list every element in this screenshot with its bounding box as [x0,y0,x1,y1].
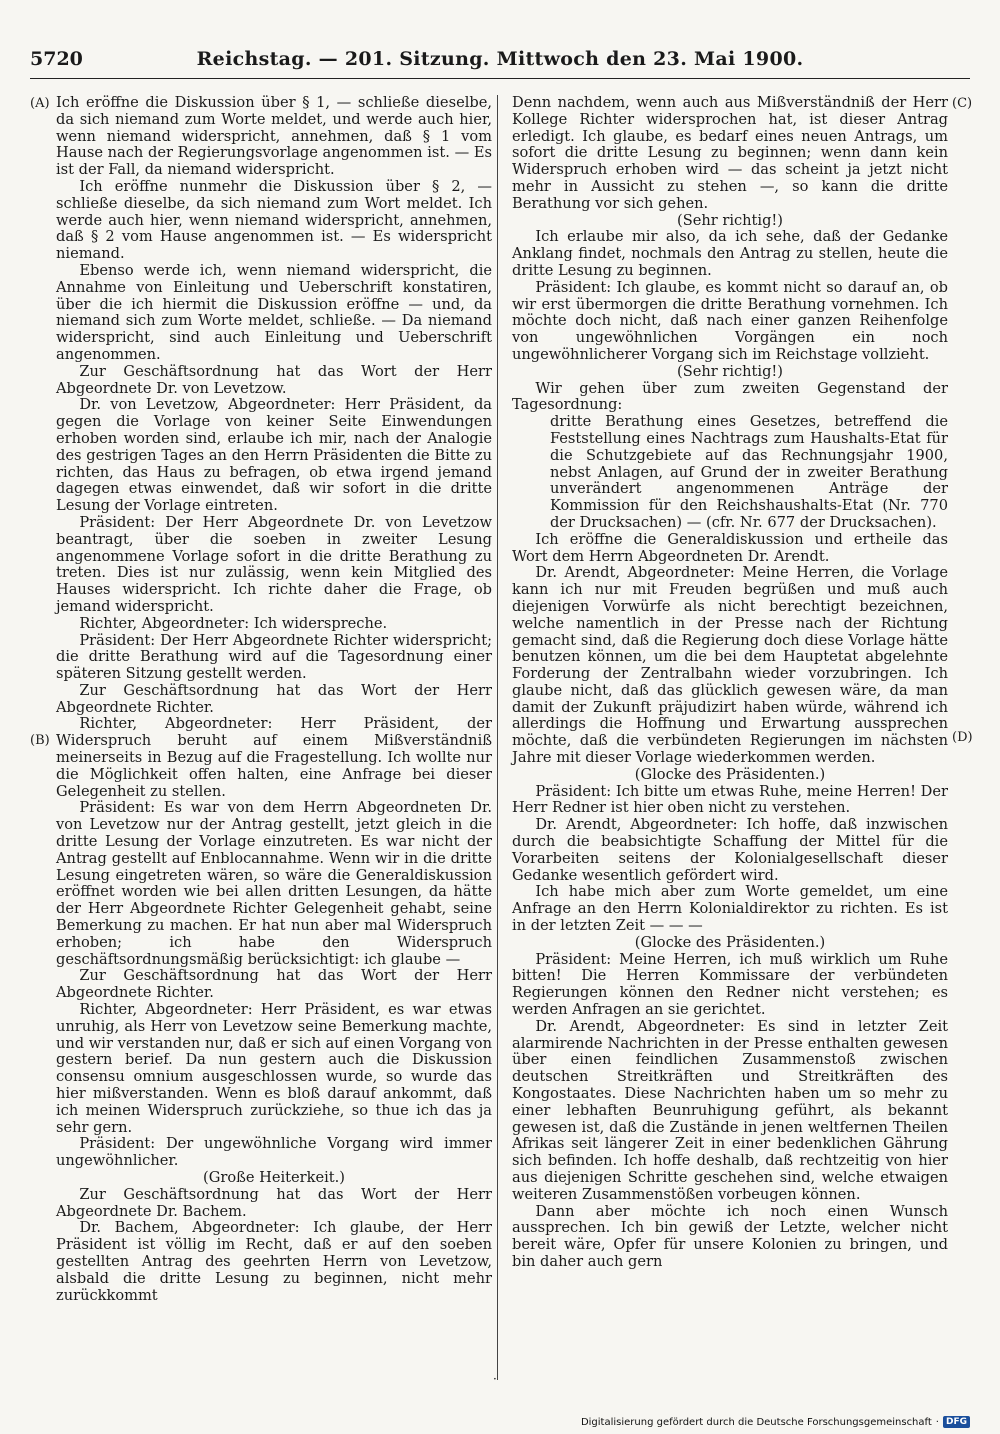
page-number: 5720 [30,48,83,70]
paragraph: Präsident: Es war von dem Herrn Abgeordneten Dr. von Levetzow nur der Antrag gestellt, jetzt gleich in die dritte Lesung der Vorlage einzutreten. Es war nicht der Antrag gestellt auf Enblocannahme. Wenn wir in die dritte Lesung eingetreten wären, so wäre die Generaldiskussion eröffnet worden wie bei allen dritten Lesungen, da hätte der Herr Abgeordnete Richter Gelegenheit gehabt, seine Bemerkung zu machen. Er hat nun aber mal Widerspruch erhoben; ich habe den Widerspruch geschäftsordnungsmäßig berücksichtigt: ich glaube — [56,799,492,968]
paragraph: Dr. von Levetzow, Abgeordneter: Herr Präsident, da gegen die Vorlage von keiner Seite Einwendungen erhoben worden sind, erlaube ich mir, nach der Analogie des gestrigen Tages an den Herrn Präsidenten die Bitte zu richten, das Haus zu befragen, ob etwa irgend jemand dagegen etwas einwendet, daß wir sofort in die dritte Lesung der Vorlage eintreten. [56,396,492,515]
interjection: (Große Heiterkeit.) [203,1169,345,1186]
margin-mark-a: (A) [30,96,50,111]
footer: Digitalisierung gefördert durch die Deutsche Forschungsgemeinschaft · DFG [581,1416,970,1428]
paragraph: Zur Geschäftsordnung hat das Wort der Herr Abgeordnete Richter. [56,967,492,1002]
paragraph: Dr. Arendt, Abgeordneter: Ich hoffe, daß inzwischen durch die beabsichtigte Schaffung der Mittel für die Vorarbeiten seitens der Kolonialgesellschaft dieser Gedanke wesentlich gefördert wird. [512,816,948,884]
interjection: (Sehr richtig!) [677,362,783,380]
paragraph: Wir gehen über zum zweiten Gegenstand der Tagesordnung: [512,379,948,414]
paragraph: Präsident: Ich glaube, es kommt nicht so darauf an, ob wir erst übermorgen die dritte Berathung vornehmen. Ich möchte doch nicht, daß nach einer ganzen Reihenfolge von ungewöhnlichen Vorgängen ein noch ungewöhnlicherer Vorgang sich im Reichstage vollzieht. [512,278,948,363]
paragraph: Richter, Abgeordneter: Ich widerspreche. [79,614,388,632]
dfg-logo: DFG [943,1416,970,1428]
interjection: (Glocke des Präsidenten.) [634,765,826,783]
paragraph: Richter, Abgeordneter: Herr Präsident, der Widerspruch beruht auf einem Mißverständniß meinerseits in Bezug auf die Fragestellung. Ich wollte nur die Möglichkeit offen halten, eine Anfrage bei dieser Gelegenheit zu stellen. [56,715,492,800]
interjection: (Sehr richtig!) [677,211,783,229]
paragraph: Dr. Bachem, Abgeordneter: Ich glaube, der Herr Präsident ist völlig im Recht, daß er auf den soeben gestellten Antrag des geehrten Herrn von Levetzow, alsbald die dritte Lesung zu beginnen, nicht mehr zurückkommt [56,1219,492,1304]
paragraph: Ich eröffne die Generaldiskussion und ertheile das Wort dem Herrn Abgeordneten Dr. Arendt. [512,530,948,565]
paragraph: Präsident: Ich bitte um etwas Ruhe, meine Herren! Der Herr Redner ist hier oben nicht zu verstehen. [512,782,948,817]
header-rule [30,78,970,79]
column-divider [497,95,498,1380]
paragraph: Ich habe mich aber zum Worte gemeldet, um eine Anfrage an den Herrn Kolonialdirektor zu richten. Es ist in der letzten Zeit — — — [512,883,948,935]
paragraph: Ebenso werde ich, wenn niemand widerspricht, die Annahme von Einleitung und Ueberschrift konstatiren, über die ich hiermit die Diskussion eröffne — und, da niemand sich zum Worte meldet, schließe. — Da niemand widerspricht, sind auch Einleitung und Ueberschrift angenommen. [56,261,492,363]
margin-mark-b: (B) [30,733,50,748]
margin-mark-c: (C) [952,96,973,111]
margin-mark-d: (D) [952,730,973,745]
paragraph: Ich eröffne die Diskussion über § 1, — schließe dieselbe, da sich niemand zum Worte meldet, und werde auch hier, wenn niemand widerspricht, annehmen, daß § 1 vom Hause nach der Regierungsvorlage angenommen ist. — Es ist der Fall, da niemand widerspricht. [56,94,492,179]
column-end-dot: · [493,1372,497,1386]
paragraph: Präsident: Der ungewöhnliche Vorgang wird immer ungewöhnlicher. [56,1135,492,1170]
page-header [30,48,970,74]
paragraph: Dann aber möchte ich noch einen Wunsch aussprechen. Ich bin gewiß der Letzte, welcher nicht bereit wäre, Opfer für unsere Kolonien zu bringen, und bin daher auch gern [512,1202,948,1270]
paragraph: Zur Geschäftsordnung hat das Wort der Herr Abgeordnete Dr. Bachem. [56,1185,492,1220]
interjection: (Glocke des Präsidenten.) [634,933,826,951]
paragraph: Ich erlaube mir also, da ich sehe, daß der Gedanke Anklang findet, nochmals den Antrag zu stellen, heute die dritte Lesung zu beginnen. [512,228,948,279]
left-column [56,95,492,1304]
paragraph: Zur Geschäftsordnung hat das Wort der Herr Abgeordnete Dr. von Levetzow. [56,362,492,397]
running-title: Reichstag. — 201. Sitzung. Mittwoch den 23. Mai 1900. [196,48,804,70]
paragraph: Zur Geschäftsordnung hat das Wort der Herr Abgeordnete Richter. [56,681,492,716]
agenda-item: dritte Berathung eines Gesetzes, betreffend die Feststellung eines Nachtrags zum Haushalts-Etat für die Schutzgebiete auf das Rechnungsjahr 1900, nebst Anlagen, auf Grund der in zweiter Berathung unverändert angenommenen Anträge der Kommission für den Reichshaushalts-Etat (Nr. 770 der Drucksachen) — (cfr. Nr. 677 der Drucksachen). [549,413,948,531]
paragraph: Präsident: Meine Herren, ich muß wirklich um Ruhe bitten! Die Herren Kommissare der verbündeten Regierungen können den Redner nicht verstehen; es werden Anfragen an sie gerichtet. [512,950,948,1019]
right-column [512,95,948,1271]
paragraph: Denn nachdem, wenn auch aus Mißverständniß der Herr Kollege Richter widersprochen hat, ist dieser Antrag erledigt. Ich glaube, es bedarf eines neuen Antrags, um sofort die dritte Lesung zu beginnen; wenn dann kein Widerspruch erhoben wird — das scheint ja jetzt nicht mehr in Aussicht zu stehen —, so kann die dritte Berathung vor sich gehen. [512,94,948,212]
paragraph: Präsident: Der Herr Abgeordnete Dr. von Levetzow beantragt, über die soeben in zweiter Lesung angenommene Vorlage sofort in die dritte Berathung zu treten. Dies ist nur zulässig, wenn kein Mitglied des Hauses widerspricht. Ich richte daher die Frage, ob jemand widerspricht. [56,513,492,615]
paragraph: Dr. Arendt, Abgeordneter: Meine Herren, die Vorlage kann ich nur mit Freuden begrüßen und muß auch diejenigen Vorwürfe als nicht berechtigt bezeichnen, welche namentlich in der Presse nach der Richtung gemacht sind, daß die Regierung doch diese Vorlage hätte benutzen können, um die bei dem Hauptetat abgelehnte Forderung der Zentralbahn wieder vorzubringen. Ich glaube nicht, daß das glücklich gewesen wäre, da man damit der Zukunft präjudizirt haben würde, während ich allerdings die Hoffnung und Erwartung aussprechen möchte, daß die verbündeten Regierungen im nächsten Jahre mit dieser Vorlage wiederkommen werden. [512,564,948,767]
footer-text: Digitalisierung gefördert durch die Deutsche Forschungsgemeinschaft [580,1416,932,1428]
paragraph: Präsident: Der Herr Abgeordnete Richter widerspricht; die dritte Berathung wird auf die Tagesordnung einer späteren Sitzung gestellt werden. [56,631,492,683]
paragraph: Ich eröffne nunmehr die Diskussion über § 2, — schließe dieselbe, da sich niemand zum Wort meldet. Ich werde auch hier, wenn niemand widerspricht, annehmen, daß § 2 vom Hause angenommen ist. — Es widerspricht niemand. [56,177,492,263]
paragraph: Dr. Arendt, Abgeordneter: Es sind in letzter Zeit alarmirende Nachrichten in der Presse enthalten gewesen über einen feindlichen Zusammenstoß zwischen deutschen Streitkräften und Streitkräften des Kongostaates. Diese Nachrichten haben um so mehr zu einer lebhaften Beunruhigung geführt, als bekannt gewesen ist, daß die Zustände in jenen weltfernen Theilen Afrikas seit längerer Zeit in einer bedenklichen Gährung sich befinden. Ich hoffe deshalb, daß rechtzeitig von hier aus diejenigen Schritte geschehen sind, welche etwaigen weiteren Zusammenstößen vorbeugen können. [512,1017,948,1203]
paragraph: Richter, Abgeordneter: Herr Präsident, es war etwas unruhig, als Herr von Levetzow seine Bemerkung machte, und wir verstanden nur, daß er sich auf einen Vorgang von gestern berief. Da nun gestern auch die Diskussion consensu omnium ausgeschlossen wurde, so wurde das hier mißverstanden. Wenn es bloß darauf ankommt, daß ich meinen Widerspruch zurückziehe, so thue ich das ja sehr gern. [56,1001,492,1136]
